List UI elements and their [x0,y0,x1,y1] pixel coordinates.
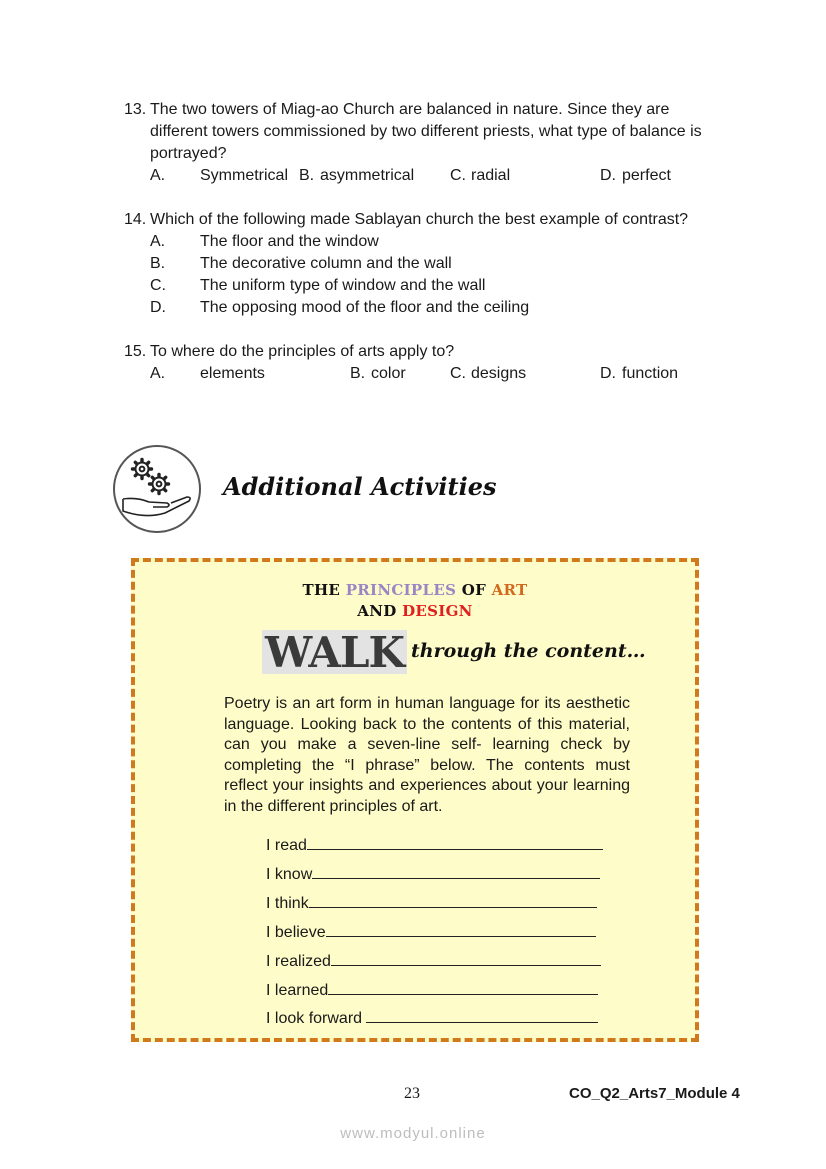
prompt-label: I realized [266,953,331,970]
question-number: 14. [124,211,147,228]
heading-of: OF [461,581,487,599]
option-text: radial [471,167,511,184]
option-text: The decorative column and the wall [200,255,452,272]
question-line: different towers commissioned by two different priests, what type of balance is [150,123,702,140]
prompt-label: I believe [266,924,326,941]
option-text: The floor and the window [200,233,379,250]
prompt-line [266,921,596,942]
option-letter: C. [450,365,466,382]
activity-heading-line-2 [135,602,695,620]
answer-blank[interactable] [307,834,603,850]
heading-principles: PRINCIPLES [345,581,457,599]
option-letter: D. [600,167,616,184]
prompt-label: I learned [266,982,329,999]
option-text: perfect [622,167,671,184]
watermark: www.modyul.online [340,1125,486,1142]
option-d [150,297,744,319]
question-text [150,341,744,363]
question-text [150,209,744,231]
option-text: function [622,365,679,382]
option-letter: A. [150,233,166,250]
option-letter: C. [450,167,466,184]
option-letter: A. [150,365,166,382]
walk-subtitle: through the content… [411,640,646,662]
prompt-line [266,979,598,1000]
question-13 [124,99,744,187]
walk-logo: WALK [262,630,407,674]
heading-and: AND [357,602,397,620]
option-letter: D. [150,299,166,316]
prompt-line [266,892,597,913]
option-letter: D. [600,365,616,382]
question-14 [124,209,744,319]
gears-in-hand-icon [113,445,201,533]
answer-blank[interactable] [328,979,598,995]
option-text: The opposing mood of the floor and the ceiling [200,299,530,316]
page-number: 23 [404,1085,420,1102]
activity-instructions: Poetry is an art form in human language for its aesthetic language. Looking back to the contents of this material, can you make a seven-line self- learning check by completing the “I phrase” below. The contents must reflect your insights and experiences about your learning in the different principles of art. [224,695,630,815]
activity-box [131,558,699,1042]
option-text: color [371,365,406,382]
prompt-label: I know [266,866,313,883]
option-letter: A. [150,167,166,184]
prompt-label: I look forward [266,1010,367,1027]
activity-heading-line-1 [135,581,695,599]
option-text: asymmetrical [320,167,415,184]
prompt-line [266,950,601,971]
option-letter: C. [150,277,166,294]
question-number: 15. [124,343,147,360]
question-line: The two towers of Miag-ao Church are balanced in nature. Since they are [150,101,670,118]
heading-design: DESIGN [402,602,473,620]
question-line: To where do the principles of arts apply to? [150,343,455,360]
heading-art: ART [491,581,528,599]
option-text: designs [471,365,527,382]
question-number: 13. [124,101,147,118]
answer-blank[interactable] [312,863,600,879]
prompt-label: I think [266,895,309,912]
answer-blank[interactable] [309,892,597,908]
module-code: CO_Q2_Arts7_Module 4 [569,1085,740,1102]
prompt-line [266,834,603,855]
answer-blank[interactable] [331,950,601,966]
answer-blank[interactable] [366,1007,598,1023]
question-15 [124,341,744,385]
heading-the: THE [302,581,341,599]
option-b [150,253,744,275]
prompt-line [266,863,600,884]
prompt-line [266,1007,598,1028]
option-c [150,275,744,297]
option-letter: B. [350,365,366,382]
option-letter: B. [299,167,315,184]
option-text: The uniform type of window and the wall [200,277,486,294]
answer-blank[interactable] [326,921,596,937]
options-row [124,165,744,187]
question-text [150,99,744,165]
question-line: portrayed? [150,145,227,162]
prompt-label: I read [266,837,307,854]
option-letter: B. [150,255,166,272]
section-title: Additional Activities [223,472,497,501]
options-row [124,363,744,385]
option-text: Symmetrical [200,167,289,184]
option-a [150,231,744,253]
question-line: Which of the following made Sablayan church the best example of contrast? [150,211,689,228]
option-text: elements [200,365,265,382]
